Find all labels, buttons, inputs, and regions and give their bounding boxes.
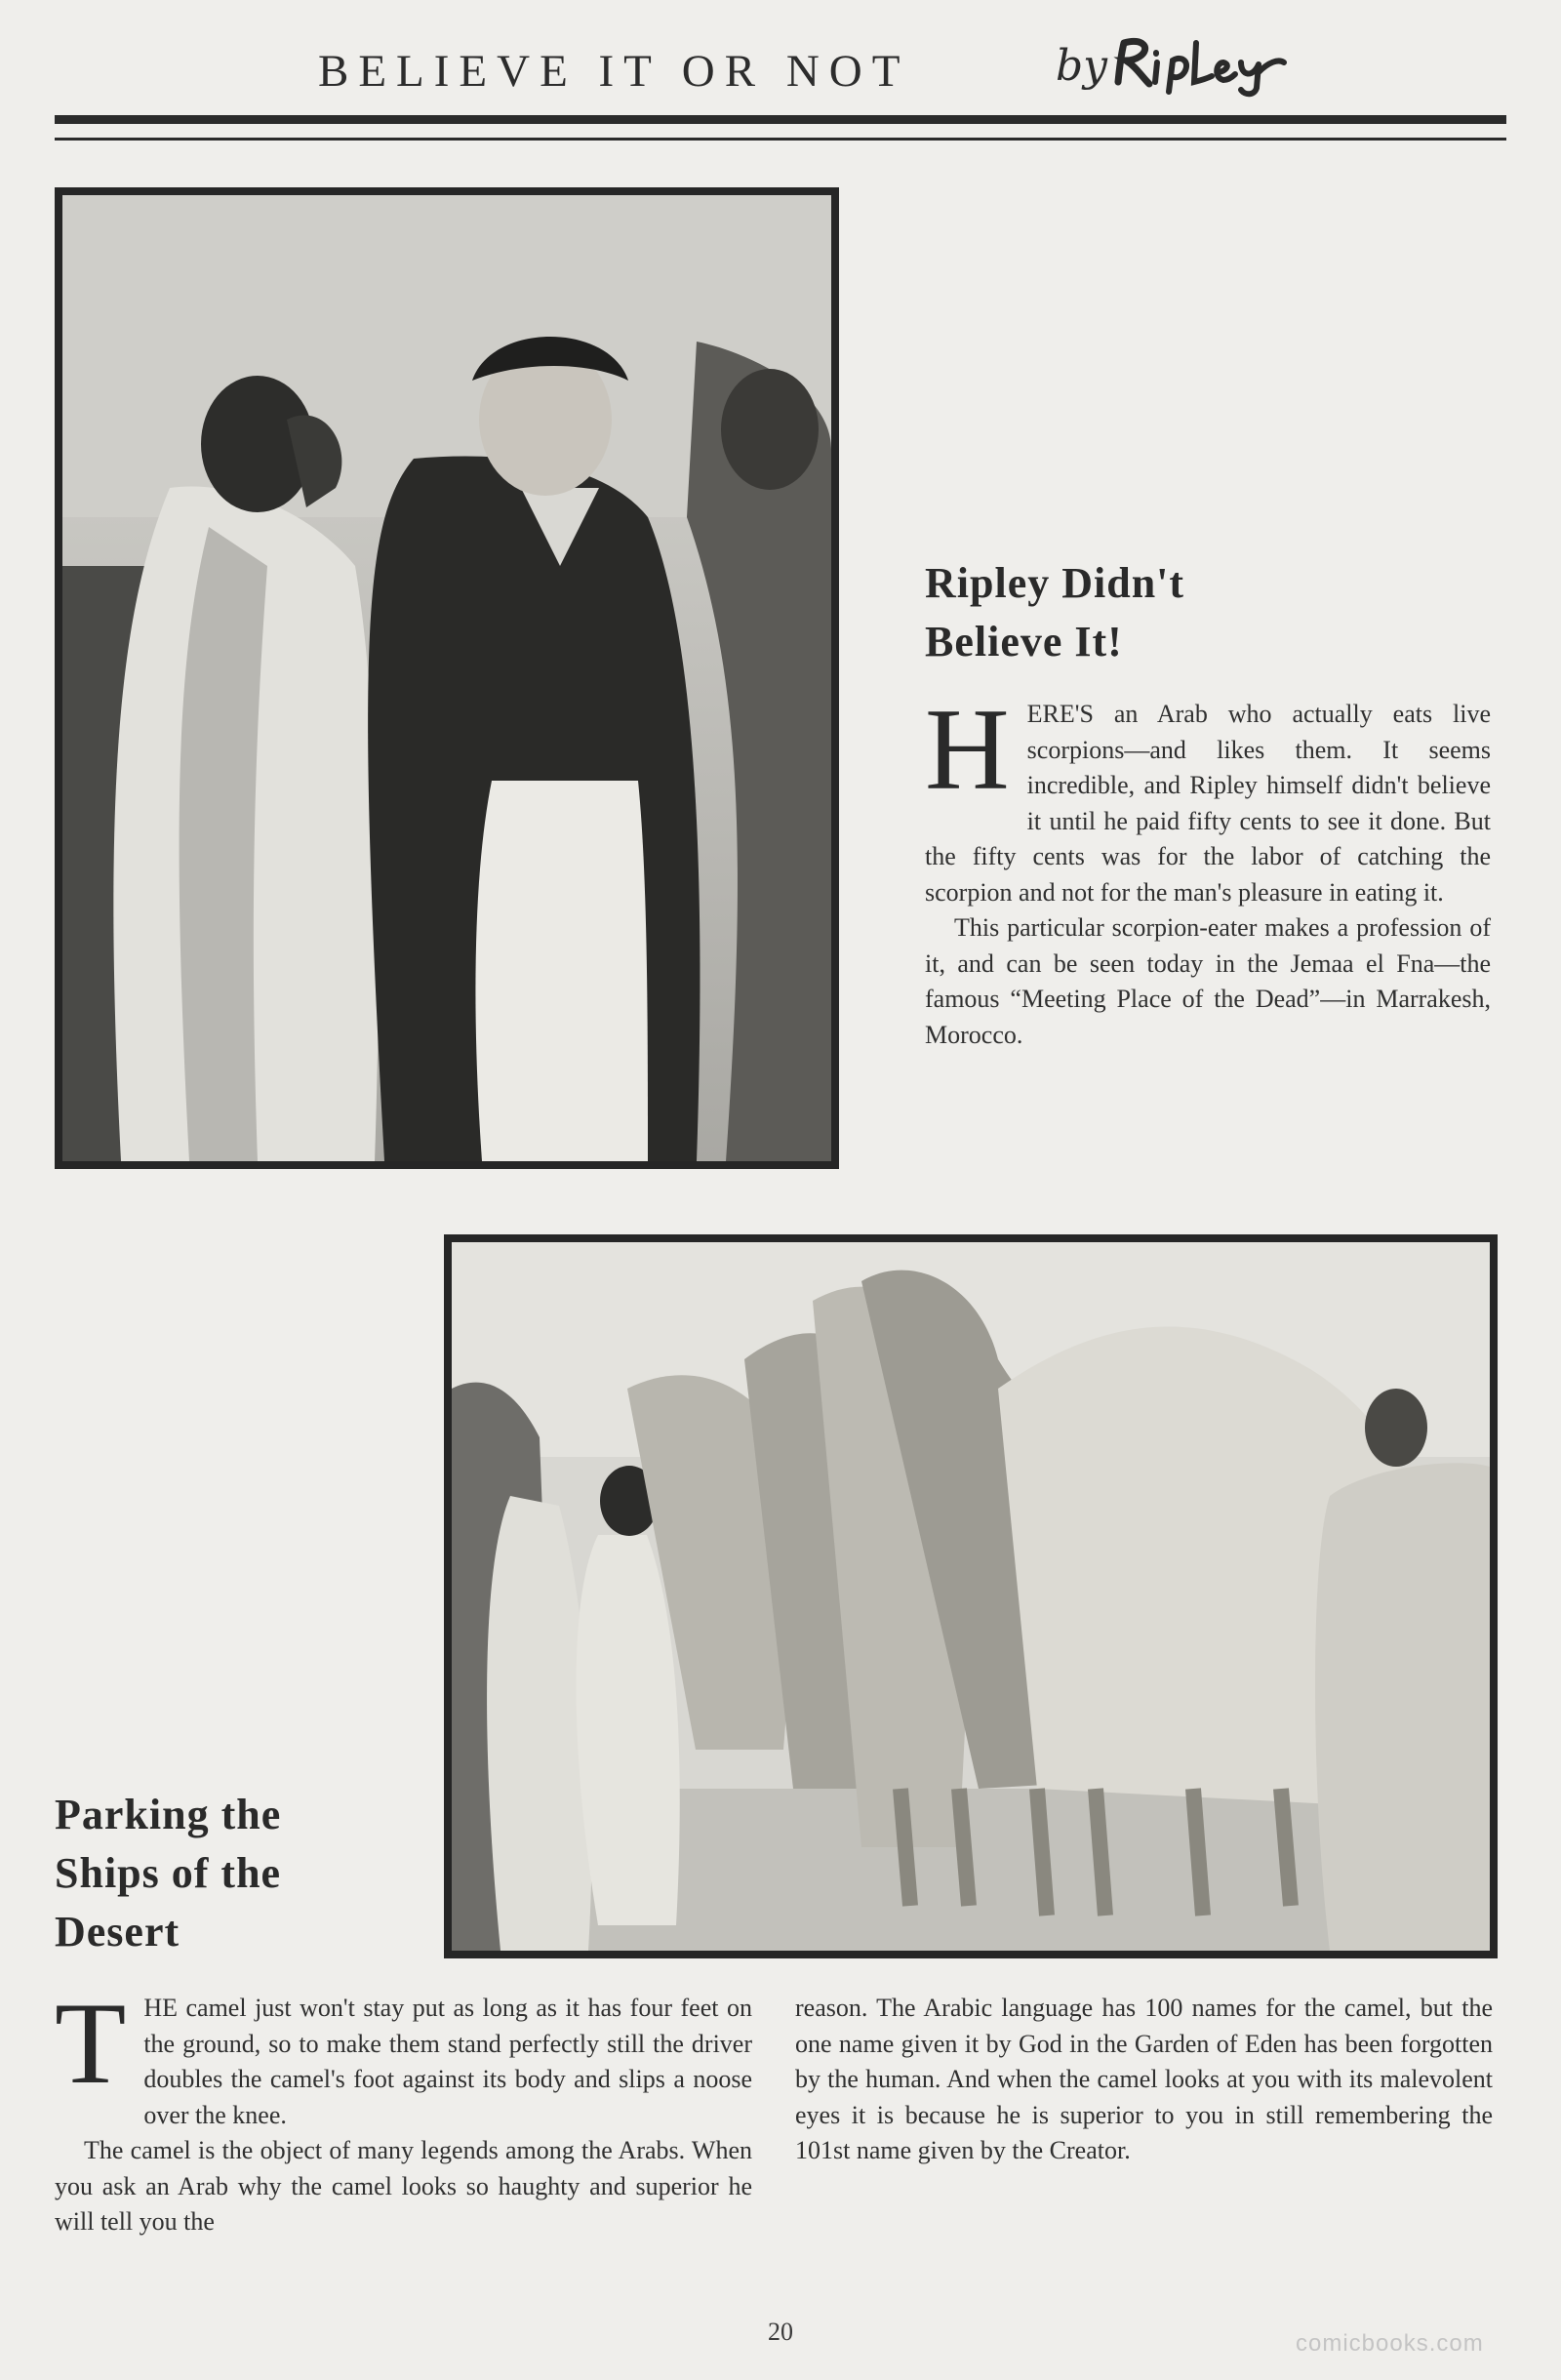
page-header (55, 27, 1506, 115)
article1-body (925, 684, 1491, 1185)
header-rule-thin (55, 138, 1506, 141)
camels-photo (444, 1234, 1498, 1958)
header-rule-thick (55, 115, 1506, 124)
article2-headline-line1: Parking the (55, 1791, 282, 1838)
article2-para3: reason. The Arabic language has 100 names for the camel, but the one name given it by God in the Garden of Eden has been forgotten by the human. And when the camel looks at you with its malevolent eyes it is because he is superior to you in still remembering the 101st name given by the Creator. (795, 1994, 1493, 2164)
header-by: by (1056, 41, 1108, 91)
page-number: 20 (768, 2318, 793, 2346)
article2-body-right (795, 1991, 1493, 2254)
scorpion-eater-photo (55, 187, 839, 1169)
article1-headline (925, 554, 1471, 671)
article2-headline (55, 1786, 406, 1961)
article1-para2: This particular scorpion-eater makes a profession of it, and can be seen today in the Jemaa el Fna—the famous “Meeting Place of the Dead”—in Marrakesh, Morocco. (925, 913, 1491, 1049)
article1-para1: ERE'S an Arab who actually eats live scorpions—and likes them. It seems incredible, and Ripley himself didn't believe it until he paid fifty cents to see it done. But the fifty cents was for the labor of catching the scorpion and not for the man's pleasure in eating it. (925, 700, 1491, 907)
article1-headline-line2: Believe It! (925, 618, 1123, 666)
watermark: comicbooks.com (1296, 2330, 1484, 2357)
ripley-logo (1110, 33, 1288, 98)
article2-headline-line3: Desert (55, 1908, 180, 1956)
article1-headline-line1: Ripley Didn't (925, 559, 1185, 607)
article2-headline-line2: Ships of the (55, 1849, 282, 1897)
article2-para1: HE camel just won't stay put as long as it has four feet on the ground, so to make them stand perfectly still the driver doubles the camel's foot against its body and slips a noose over the knee. (143, 1994, 752, 2129)
article2-dropcap: T (55, 1978, 127, 2108)
article2-para2: The camel is the object of many legends among the Arabs. When you ask an Arab why the camel looks so haughty and superior he will tell you the (55, 2136, 752, 2236)
article2-body-left (55, 1978, 752, 2254)
header-title: BELIEVE IT OR NOT (318, 46, 910, 97)
article1-dropcap: H (925, 684, 1010, 814)
